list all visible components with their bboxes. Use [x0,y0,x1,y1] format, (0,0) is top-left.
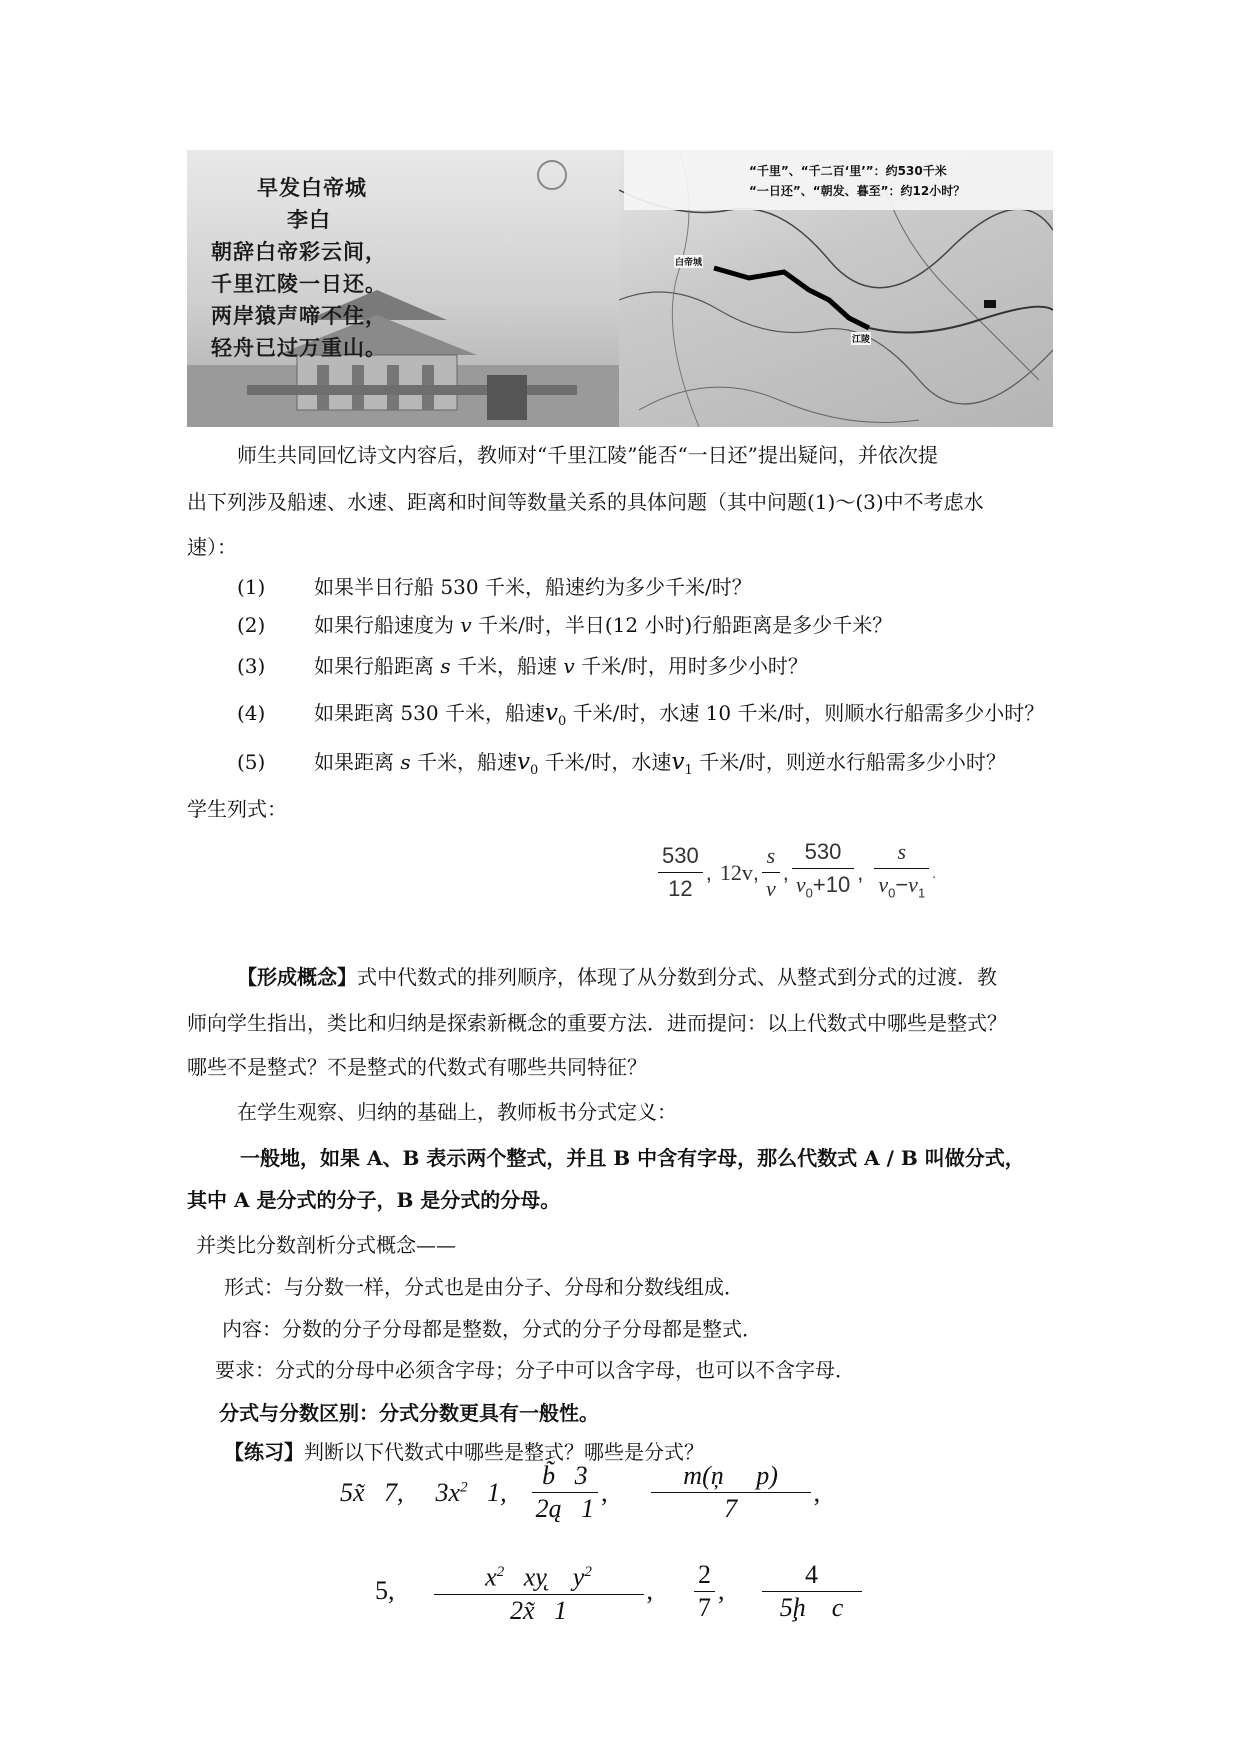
question-text: 千米/时，水速 [538,750,672,774]
question-number: (4) [237,701,266,725]
expr-5x-7: 5x̃ 7, [340,1477,404,1507]
map-note-time: “一日还”、“朝发、暮至”：约12小时？ [749,184,966,198]
fraction-4-over-5b-c: $\frac{4}{\text{5ḩ c}}$ [762,1559,862,1624]
variable-v: v [460,613,472,637]
poem-title: 早发白帝城 [257,175,367,200]
question-text: 如果距离 530 千米，船速 [314,701,545,725]
question-text: 如果半日行船 530 千米，船速约为多少千米/时？ [314,575,752,599]
analogy-line: 并类比分数剖析分式概念—— [196,1233,456,1257]
intro-line-3: 速）： [187,535,237,559]
poem-illustration [187,150,619,427]
variable-s: s [440,654,451,678]
question-text: 千米，船速 [450,654,564,678]
question-5: (5) 如果距离 s 千米，船速$v_0$ 千米/时，水速$v_1$ 千米/时，则逆水行船需多少小时？ [237,749,1006,778]
question-number: (2) [237,613,266,637]
definition-line-1: 一般地，如果 A、B 表示两个整式，并且 B 中含有字母，那么代数式 A / B 叫做分式， [240,1146,1025,1170]
fraction-530-over-12: $\frac{530}{12}$ [658,840,703,905]
poem-line-4: 轻舟已过万重山。 [211,335,387,360]
intro-line-2: 出下列涉及船速、水速、距离和时间等数量关系的具体问题（其中问题(1)～(3)中不考虑水 [187,490,984,514]
difference-line: 分式与分数区别：分式分数更具有一般性。 [219,1401,599,1425]
fraction-x2-xy-y2-over-2x1: $\frac{x^2 xy̨ y^2}{2x̃ 1}$ [434,1556,644,1627]
fraction-b3-over-2a1: $\frac{b̃ 3}{2ą 1}$ [532,1460,599,1525]
question-text: 千米/时，用时多少小时？ [574,654,808,678]
question-number: (1) [237,575,266,599]
fraction-mnp-over-7: $\frac{\text{m(ņ p)}}{7}$ [651,1460,811,1525]
variable-v1: v [671,749,685,775]
expr-5: 5, [375,1576,395,1606]
concept-line-3: 哪些不是整式？不是整式的代数式有哪些共同特征？ [187,1055,647,1079]
requirement-line: 要求：分式的分母中必须含字母；分子中可以含字母，也可以不含字母． [215,1358,855,1382]
expr-3x2-1: $3x^2$ 1, [435,1477,507,1507]
question-text: 如果行船速度为 [314,613,461,637]
intro-line-1: 师生共同回忆诗文内容后，教师对“千里江陵”能否“一日还”提出疑问，并依次提 [237,443,938,467]
question-1 [237,572,752,602]
question-number: (5) [237,750,266,774]
form-line: 形式：与分数一样，分式也是由分子、分母和分数线组成． [224,1275,744,1299]
expr-12v: 12v [719,859,753,885]
question-text: 如果行船距离 [314,654,441,678]
map-label-baidi: 白帝城 [674,255,703,268]
poem-line-3: 两岸猿声啼不住， [211,303,387,328]
question-text: 千米/时，水速 10 千米/时，则顺水行船需多少小时？ [566,701,1045,725]
concept-line-4: 在学生观察、归纳的基础上，教师板书分式定义： [237,1100,677,1124]
variable-v0: v [517,749,531,775]
poem-line-1: 朝辞白帝彩云间， [211,239,387,264]
question-3 [237,651,808,681]
variable-v0: v [544,700,558,726]
concept-line-1 [237,962,997,992]
definition-line-2: 其中 A 是分式的分子，B 是分式的分母。 [187,1188,561,1212]
concept-line-2: 师向学生指出，类比和归纳是探索新概念的重要方法．进而提问：以上代数式中哪些是整式？ [187,1011,1007,1035]
student-label: 学生列式： [187,797,287,821]
fraction-2-over-7: $\frac{2}{7}$ [694,1559,715,1624]
student-expressions: $\frac{530}{12}$ , 12v , $\frac{s}{v}$ , $\frac{530}{v_0+10}$ , $\frac{s}{v_0-v_1}$ . [655,836,936,909]
fraction-530-over-v0-plus-10: $\frac{530}{v_0+10}$ [792,836,854,909]
variable-v: v [563,654,575,678]
question-text: 千米/时，则逆水行船需多少小时？ [692,750,1006,774]
map-note-distance: “千里”、“千二百‘里’”：约530千米 [749,164,947,178]
exercise-row-1: 5x̃ 7, $3x^2$ 1, $\frac{b̃ 3}{2ą 1}$ , $\frac{\text{m(ņ p)}}{7}$ , [340,1461,821,1523]
question-text: 千米/时，半日(12 小时)行船距离是多少千米？ [471,613,893,637]
poem-author: 李白 [287,207,331,232]
exercise-text: 判断以下代数式中哪些是整式？哪些是分式？ [304,1440,704,1464]
question-4: (4) 如果距离 530 千米，船速$v_0$ 千米/时，水速 10 千米/时，则顺水行船需多少小时？ [237,700,1045,729]
question-text: 千米，船速 [410,750,518,774]
question-text: 如果距离 [314,750,401,774]
exercise-heading: 【练习】 [224,1440,304,1464]
concept-text: 式中代数式的排列顺序，体现了从分数到分式、从整式到分式的过渡．教 [357,965,997,989]
question-2 [237,610,892,640]
fraction-s-over-v0-minus-v1: $\frac{s}{v_0-v_1}$ [874,836,929,909]
poem-line-2: 千里江陵一日还。 [211,271,387,296]
map-label-jiangling: 江陵 [851,332,871,345]
variable-s: s [400,750,411,774]
route-map [619,150,1053,427]
exercise-row-2: 5, $\frac{x^2 xy̨ y^2}{2x̃ 1}$ , $\frac{2}{7}$ , $\frac{4}{\text{5ḩ c}}$ [375,1556,865,1627]
question-number: (3) [237,654,266,678]
content-line: 内容：分数的分子分母都是整数，分式的分子分母都是整式． [222,1317,762,1341]
concept-heading: 【形成概念】 [237,965,357,989]
fraction-s-over-v: $\frac{s}{v}$ [762,840,780,905]
